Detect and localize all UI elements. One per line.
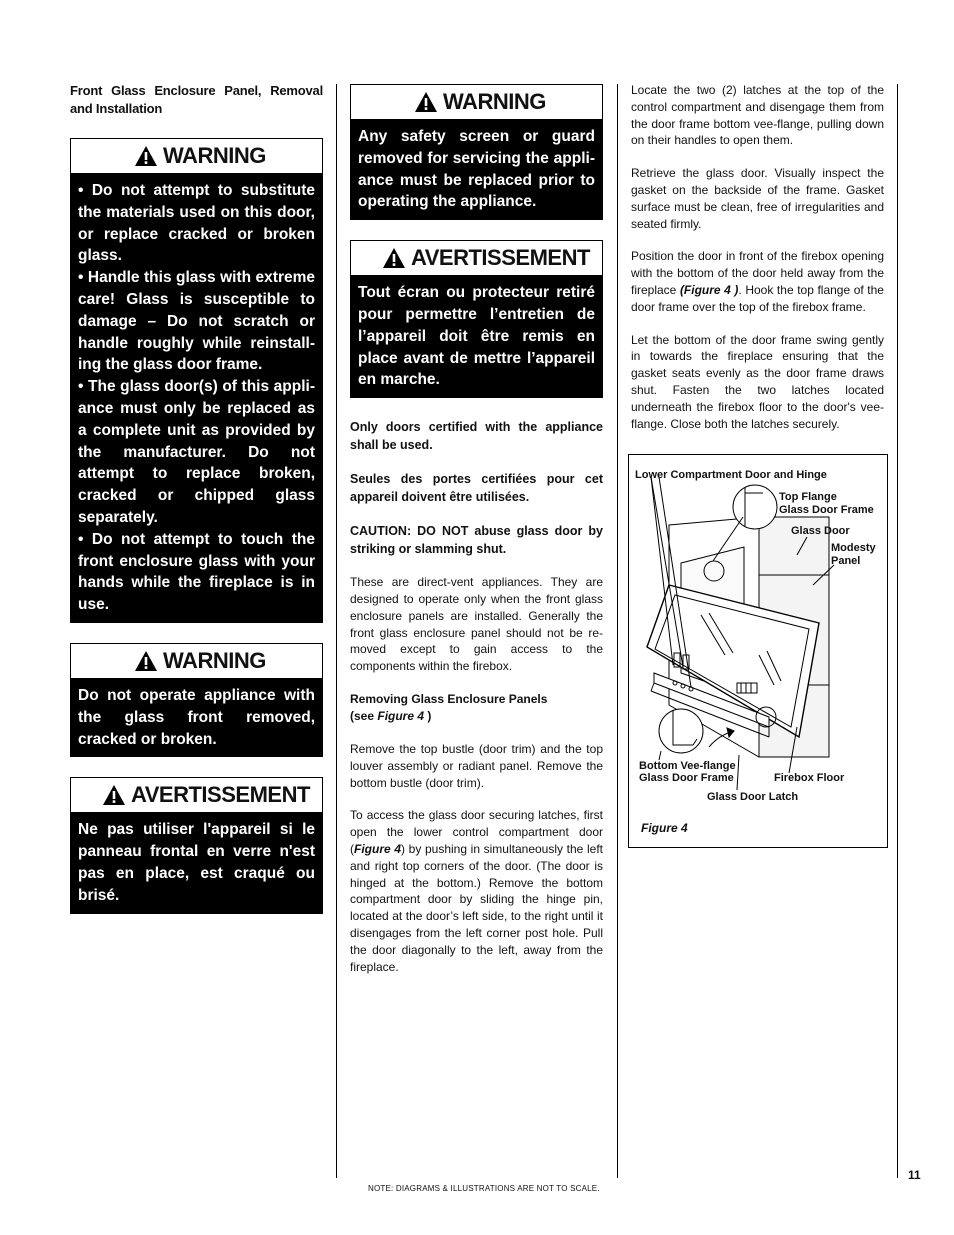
label-glass-door-latch: Glass Door Latch <box>707 791 799 803</box>
remove-bustle-paragraph: Remove the top bustle (door trim) and the top louver assembly or radiant panel. Remove the bottom bustle (door trim). <box>350 741 603 790</box>
warning-title-text: WARNING <box>163 647 266 673</box>
warning-title-text: WARNING <box>443 89 546 114</box>
label-modesty-2: Panel <box>831 555 861 567</box>
figure-reference: Figure 4 <box>377 708 425 723</box>
page-right-rule <box>897 84 898 1178</box>
warning-triangle-icon <box>135 651 157 671</box>
warning-item: • The glass door(s) of this appli-ance must only be replaced as a complete unit as provided by the manufacturer. Do not attempt to replace broken, cracked or chipped glass separately. <box>78 378 315 526</box>
access-text-a: To access the glass door securing latches, first open the lower control compartment door ( <box>350 808 603 856</box>
avertissement-box-screen <box>350 240 603 398</box>
warning-text: Any safety screen or guard removed for servicing the appli-ance must be replaced prior to operating the appliance. <box>358 128 595 211</box>
label-top-flange-1: Top Flange <box>779 491 837 503</box>
warning-item: • Do not attempt to touch the front enclosure glass with your hands while the fireplace is in use. <box>78 530 315 614</box>
certified-doors-note: Only doors certified with the appliance shall be used. <box>350 420 603 453</box>
warning-triangle-icon <box>383 248 405 268</box>
avertissement-body <box>351 276 602 397</box>
warning-item: • Handle this glass with extreme care! Glass is susceptible to damage – Do not scratch or handle roughly while reinstall-ing the glass door frame. <box>78 269 315 374</box>
warning-triangle-icon <box>135 146 157 166</box>
avertissement-title-text: AVERTISSEMENT <box>131 782 310 808</box>
warning-title-text: WARNING <box>163 143 266 168</box>
removing-heading-close: ) <box>424 708 432 723</box>
page-number: 11 <box>908 1168 921 1182</box>
access-text-b: ) by pushing in simultaneously the left and right top corners of the door. (The door is hinged at the bottom.) Remove the bottom compartment door by sliding the hinge pin, located at the door’s left side, to the right until it disengages from the left corner post hole. Pull the door diagonally to the left, away from the fireplace. <box>350 841 603 974</box>
position-text-a: Position the door in front of the firebox opening with the bottom of the door held away from the fireplace <box>631 249 884 297</box>
figure-reference: (Figure 4 ) <box>679 282 739 297</box>
avertissement-title-text: AVERTISSEMENT <box>411 245 590 271</box>
warning-item: • Do not attempt to substitute the materials used on this door, or replace cracked or broken glass. <box>78 182 315 265</box>
column-divider-right <box>617 84 618 1178</box>
warning-triangle-icon <box>103 785 125 805</box>
removing-heading-line1: Removing Glass Enclosure Panels <box>350 691 548 706</box>
warning-box-glass <box>70 138 323 623</box>
warning-triangle-icon <box>415 92 437 112</box>
removing-panels-heading <box>350 691 603 725</box>
avertissement-box-operate <box>70 777 323 913</box>
label-modesty-1: Modesty <box>831 542 876 554</box>
figure-4 <box>628 454 888 848</box>
figure-reference: Figure 4 <box>354 841 401 856</box>
label-top-flange-2: Glass Door Frame <box>779 504 874 516</box>
avertissement-title <box>351 241 602 276</box>
label-glass-door: Glass Door <box>791 525 850 537</box>
warning-text: Do not operate appliance with the glass front removed, cracked or broken. <box>78 686 315 748</box>
column-2 <box>350 82 603 991</box>
avertissement-body <box>71 813 322 912</box>
label-lower-compartment: Lower Compartment Door and Hinge <box>635 469 827 481</box>
warning-box-operate <box>70 643 323 757</box>
warning-body <box>351 120 602 219</box>
warning-title <box>71 139 322 174</box>
direct-vent-paragraph: These are direct-vent appliances. They are designed to operate only when the front glass enclosure panels are installed. Generally the front glass enclosure panel should not be re-moved except to gain access to the components within the firebox. <box>350 575 603 674</box>
warning-body <box>71 679 322 756</box>
label-bottom-vee-1: Bottom Vee-flange <box>639 760 736 772</box>
avertissement-text: Tout écran ou protecteur retiré pour permettre l’entretien de l’appareil doit être remis en place avant de mettre l’appareil en marche. <box>358 284 595 389</box>
locate-latches-paragraph: Locate the two (2) latches at the top of the control compartment and disengage them from the door frame bottom vee-flange, pulling down on their handles to open them. <box>631 83 884 148</box>
figure-caption: Figure 4 <box>641 821 688 835</box>
warning-title <box>351 85 602 120</box>
removing-heading-see: (see <box>350 708 378 723</box>
warning-title <box>71 644 322 679</box>
column-1 <box>70 82 323 934</box>
section-heading: Front Glass Enclosure Panel, Removal and Installation <box>70 83 323 116</box>
column-3 <box>631 82 884 448</box>
label-firebox-floor: Firebox Floor <box>774 772 845 784</box>
portes-certifiees-note: Seules des portes certifiées pour cet appareil doivent être utilisées. <box>350 472 603 505</box>
avertissement-text: Ne pas utiliser l'appareil si le panneau frontal en verre n'est pas en place, est craqué ou brisé. <box>78 821 315 904</box>
column-divider-left <box>336 84 337 1178</box>
label-bottom-vee-2: Glass Door Frame <box>639 772 734 784</box>
avertissement-title <box>71 778 322 813</box>
caution-note: CAUTION: DO NOT abuse glass door by striking or slamming shut. <box>350 524 603 557</box>
retrieve-door-paragraph: Retrieve the glass door. Visually inspect the gasket on the backside of the frame. Gasket surface must be clean, free of irregularities and seated firmly. <box>631 166 884 231</box>
position-text-b: . Hook the top flange of the door frame over the top of the firebox frame. <box>631 282 884 314</box>
position-door-paragraph <box>631 248 884 315</box>
access-latches-paragraph <box>350 807 603 975</box>
warning-box-screen <box>350 84 603 220</box>
scale-footnote: NOTE: DIAGRAMS & ILLUSTRATIONS ARE NOT TO SCALE. <box>368 1184 600 1193</box>
swing-door-paragraph: Let the bottom of the door frame swing gently in towards the fireplace ensuring that the gasket seats evenly as the door frame draws shut. Fasten the two latches located underneath the firebox floor to the door's vee-flange. Close both the latches securely. <box>631 332 884 431</box>
warning-body <box>71 174 322 622</box>
